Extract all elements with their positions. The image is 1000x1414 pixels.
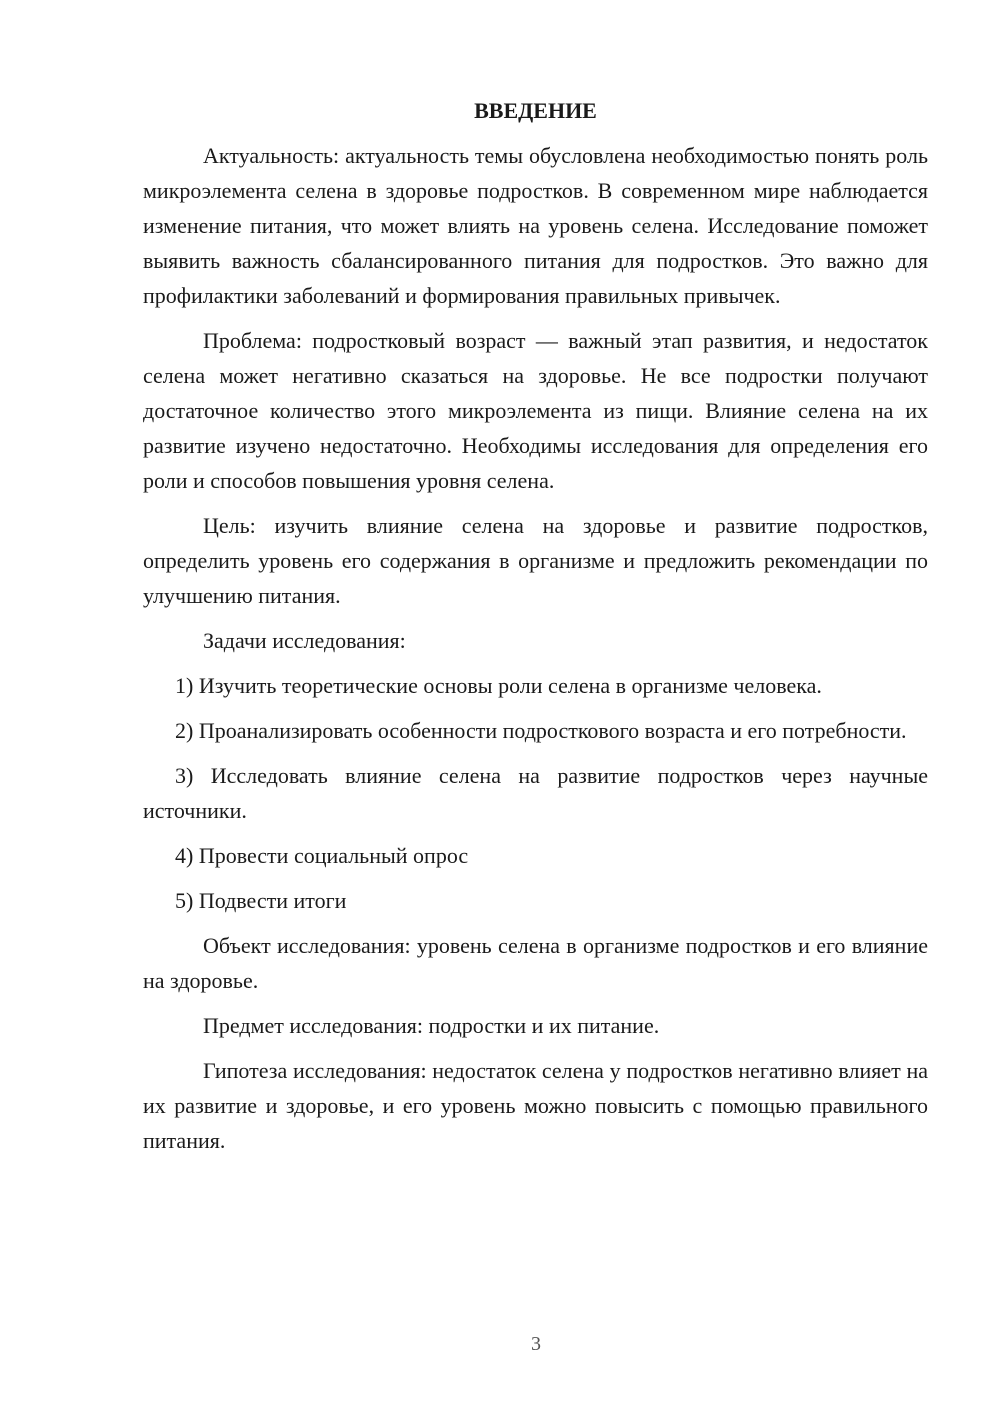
- paragraph-hypothesis: Гипотеза исследования: недостаток селена у подростков негативно влияет на их развитие и здоровье, и его уровень можно повысить с помощью правильного питания.: [143, 1058, 928, 1153]
- paragraph-object: Объект исследования: уровень селена в организме подростков и его влияние на здоровье.: [143, 933, 928, 993]
- task-item: 1) Изучить теоретические основы роли селена в организме человека.: [175, 673, 822, 698]
- task-item: 5) Подвести итоги: [175, 888, 347, 913]
- task-item: 4) Провести социальный опрос: [175, 843, 469, 868]
- paragraph-goal: Цель: изучить влияние селена на здоровье и развитие подростков, определить уровень его содержания в организме и предложить рекомендации по улучшению питания.: [143, 513, 928, 608]
- task-item: 3) Исследовать влияние селена на развитие подростков через научные источники.: [143, 763, 928, 823]
- document-page: [143, 96, 928, 1168]
- tasks-heading: Задачи исследования:: [203, 628, 406, 653]
- paragraph-subject: Предмет исследования: подростки и их питание.: [203, 1013, 660, 1038]
- section-title: ВВЕДЕНИЕ: [474, 98, 597, 123]
- task-item: 2) Проанализировать особенности подросткового возраста и его потребности.: [175, 718, 907, 743]
- paragraph-relevance: Актуальность: актуальность темы обусловлена необходимостью понять роль микроэлемента селена в здоровье подростков. В современном мире наблюдается изменение питания, что может влиять на уровень селена. Исследование поможет выявить важность сбалансированного питания для подростков. Это важно для профилактики заболеваний и формирования правильных привычек.: [143, 143, 928, 308]
- paragraph-problem: Проблема: подростковый возраст — важный этап развития, и недостаток селена может негативно сказаться на здоровье. Не все подростки получают достаточное количество этого микроэлемента из пищи. Влияние селена на их развитие изучено недостаточно. Необходимы исследования для определения его роли и способов повышения уровня селена.: [143, 328, 928, 493]
- page-number: 3: [531, 1333, 541, 1355]
